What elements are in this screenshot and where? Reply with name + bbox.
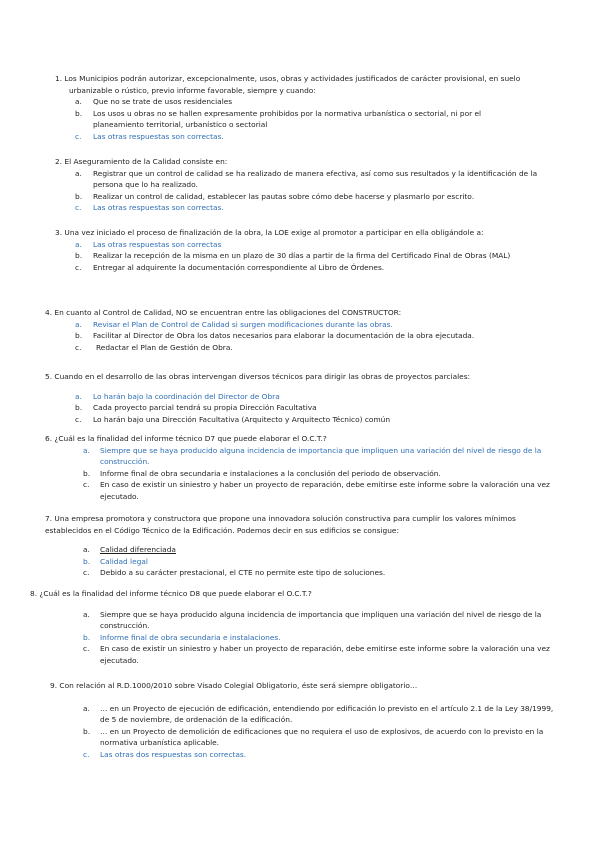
question-text: 2. El Aseguramiento de la Calidad consiste en: bbox=[55, 157, 228, 166]
option-b: b. Informe final de obra secundaria e instalaciones. bbox=[83, 632, 281, 642]
option-a: a. Lo harán bajo la coordinación del Director de Obra bbox=[75, 391, 280, 401]
options-list bbox=[83, 445, 555, 503]
option-a: a. Que no se trate de usos residenciales bbox=[75, 97, 233, 107]
option-c: c. Las otras respuestas son correctas. bbox=[75, 131, 224, 141]
options-list bbox=[75, 168, 545, 214]
question-text: 8. ¿Cuál es la finalidad del informe técnico D8 que puede elaborar el O.C.T.? bbox=[30, 589, 312, 598]
option-a: a. Registrar que un control de calidad se ha realizado de manera efectiva, así como sus resultados y la identificación de la persona que lo ha realizado. bbox=[75, 168, 538, 190]
question-text: 6. ¿Cuál es la finalidad del informe técnico D7 que puede elaborar el O.C.T.? bbox=[45, 434, 327, 443]
option-c: c. En caso de existir un siniestro y haber un proyecto de reparación, debe emitirse este informe sobre la valoración una vez ejecutado. bbox=[83, 644, 550, 665]
options-list bbox=[75, 391, 555, 426]
question-text: 3. Una vez iniciado el proceso de finalización de la obra, la LOE exige al promotor a participar en ella obligándole a: bbox=[55, 228, 484, 237]
question-text: 7. Una empresa promotora y constructora que propone una innovadora solución constructiva para cumplir los valores mínimos establecidos en el Código Técnico de la Edificación. Podemos decir en sus edificios se consigue: bbox=[45, 514, 516, 535]
option-a: a. … en un Proyecto de ejecución de edificación, entendiendo por edificación lo previsto en el artículo 2.1 de la Ley 38/1999, de 5 de noviembre, de ordenación de la edificación. bbox=[83, 703, 554, 725]
option-c: c. Entregar al adquirente la documentación correspondiente al Libro de Órdenes. bbox=[75, 262, 385, 272]
options-list bbox=[83, 544, 555, 579]
question-text: 5. Cuando en el desarrollo de las obras intervengan diversos técnicos para dirigir las obras de proyectos parciales: bbox=[45, 372, 471, 381]
option-c: c. Debido a su carácter prestacional, el CTE no permite este tipo de soluciones. bbox=[83, 568, 386, 578]
option-b: b. Los usos u obras no se hallen expresamente prohibidos por la normativa urbanística o sectorial, ni por el planeamiento territorial, urbanístico o sectorial bbox=[75, 108, 482, 130]
question-6 bbox=[45, 433, 555, 503]
question-3 bbox=[55, 227, 545, 273]
option-b: b. Facilitar al Director de Obra los datos necesarios para elaborar la documentación de la obra ejecutada. bbox=[75, 331, 475, 341]
question-text: 9. Con relación al R.D.1000/2010 sobre Visado Colegial Obligatorio, éste será siempre obligatorio… bbox=[50, 681, 418, 690]
question-4 bbox=[45, 307, 555, 353]
options-list bbox=[75, 239, 545, 274]
question-text: 4. En cuanto al Control de Calidad, NO se encuentran entre las obligaciones del CONSTRUCTOR: bbox=[45, 308, 402, 317]
question-7 bbox=[45, 513, 555, 579]
options-list bbox=[75, 96, 525, 142]
options-list bbox=[83, 703, 555, 761]
option-c: c. Redactar el Plan de Gestión de Obra. bbox=[75, 342, 233, 352]
option-b: b. Informe final de obra secundaria e instalaciones a la conclusión del periodo de observación. bbox=[83, 468, 441, 478]
question-1 bbox=[55, 73, 525, 143]
options-list bbox=[75, 319, 555, 354]
question-9 bbox=[50, 680, 555, 761]
option-a: a. Las otras respuestas son correctas bbox=[75, 239, 222, 249]
option-a: a. Calidad diferenciada bbox=[83, 545, 176, 555]
option-a: a. Siempre que se haya producido alguna incidencia de importancia que impliquen una variación del nivel de riesgo de la construcción. bbox=[83, 445, 542, 467]
option-c: c. Las otras dos respuestas son correctas. bbox=[83, 749, 247, 759]
option-a: a. Revisar el Plan de Control de Calidad si surgen modificaciones durante las obras. bbox=[75, 319, 393, 329]
option-c: c. En caso de existir un siniestro y haber un proyecto de reparación, debe emitirse este informe sobre la valoración una vez ejecutado. bbox=[83, 480, 550, 501]
option-b: b. Realizar un control de calidad, establecer las pautas sobre cómo debe hacerse y plasmarlo por escrito. bbox=[75, 191, 475, 201]
option-b: b. Cada proyecto parcial tendrá su propia Dirección Facultativa bbox=[75, 403, 317, 413]
option-b: b. … en un Proyecto de demolición de edificaciones que no requiera el uso de explosivos, de acuerdo con lo previsto en la normativa urbanística aplicable. bbox=[83, 726, 544, 748]
question-8 bbox=[30, 588, 555, 667]
option-c: c. Lo harán bajo una Dirección Facultativa (Arquitecto y Arquitecto Técnico) común bbox=[75, 414, 391, 424]
options-list bbox=[83, 609, 555, 667]
option-a: a. Siempre que se haya producido alguna incidencia de importancia que impliquen una variación del nivel de riesgo de la construcción. bbox=[83, 609, 542, 631]
option-b: b. Calidad legal bbox=[83, 556, 148, 566]
question-5 bbox=[45, 371, 555, 425]
option-b: b. Realizar la recepción de la misma en un plazo de 30 días a partir de la firma del Certificado Final de Obras (MAL) bbox=[75, 251, 511, 261]
question-2 bbox=[55, 156, 545, 214]
question-text: 1. Los Municipios podrán autorizar, excepcionalmente, usos, obras y actividades justificados de carácter provisional, en suelo urbanizable o rústico, previo informe favorable, siempre y cuando: bbox=[55, 74, 521, 95]
option-c: c. Las otras respuestas son correctas. bbox=[75, 203, 224, 213]
